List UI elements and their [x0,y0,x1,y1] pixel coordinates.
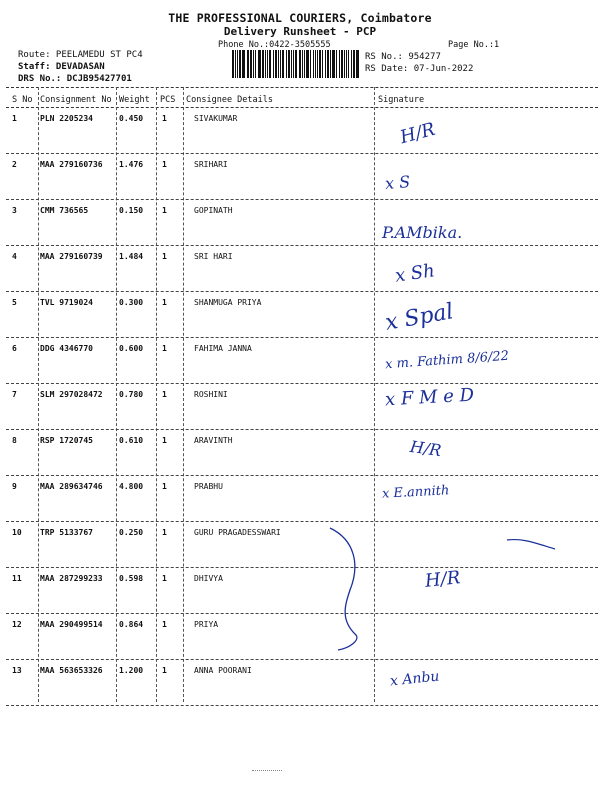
col-header-consignee: Consignee Details [186,95,273,105]
row-divider [6,383,598,384]
row-signature: x F M e D [384,384,475,411]
row-divider [6,337,598,338]
barcode-bar [269,50,271,78]
row-weight: 0.600 [119,344,144,353]
barcode-bar [291,50,292,78]
row-consignee: PRABHU [194,482,223,491]
row-pcs: 1 [162,482,167,491]
scan-smudge [252,770,282,779]
row-sno: 13 [12,666,22,675]
row-pcs: 1 [162,252,167,261]
row-signature: x Anbu [389,668,441,690]
col-divider [38,87,39,702]
row-divider [6,429,598,430]
phone-number: Phone No.:0422-3505555 [218,40,331,50]
handwritten-dash [505,535,565,555]
row-sno: 3 [12,206,17,215]
route-label: Route: PEELAMEDU ST PC4 [18,50,143,60]
row-divider [6,153,598,154]
row-sno: 2 [12,160,17,169]
row-pcs: 1 [162,390,167,399]
row-weight: 0.610 [119,436,144,445]
row-consignee: ARAVINTH [194,436,233,445]
row-divider [6,521,598,522]
row-consignment-no: MAA 279160739 [40,252,103,261]
row-weight: 0.150 [119,206,144,215]
row-consignee: GOPINATH [194,206,233,215]
table-header-divider [6,107,598,108]
barcode-bar [304,50,305,78]
row-weight: 0.598 [119,574,144,583]
row-consignee: ANNA POORANI [194,666,252,675]
barcode-bar [250,50,252,78]
row-divider [6,199,598,200]
row-consignment-no: CMM 736565 [40,206,89,215]
row-sno: 9 [12,482,17,491]
row-divider [6,659,598,660]
row-pcs: 1 [162,344,167,353]
row-signature: x m. Fathim 8/6/22 [384,348,510,373]
row-signature: H/R [423,567,462,592]
barcode-bar [302,50,303,78]
row-weight: 0.300 [119,298,144,307]
col-divider [183,87,184,702]
row-signature: x Spal [383,299,456,336]
barcode-bar [278,50,279,78]
barcode-bar [247,50,248,78]
col-header-signature: Signature [378,95,425,105]
row-pcs: 1 [162,574,167,583]
barcode-bar [330,50,331,78]
row-sno: 7 [12,390,17,399]
row-consignee: DHIVYA [194,574,223,583]
row-signature: x S [384,171,411,194]
row-consignment-no: MAA 279160736 [40,160,103,169]
row-sno: 11 [12,574,22,583]
col-header-weight: Weight [119,95,150,105]
barcode-bar [322,50,323,78]
row-pcs: 1 [162,206,167,215]
row-consignment-no: SLM 297028472 [40,390,103,399]
row-signature: x E.annith [381,483,450,502]
runsheet-subtitle: Delivery Runsheet - PCP [223,25,377,38]
barcode-bar [325,50,326,78]
row-consignee: SRIHARI [194,160,228,169]
row-divider [6,705,598,706]
row-weight: 1.476 [119,160,144,169]
col-divider [116,87,117,702]
row-sno: 10 [12,528,22,537]
row-sno: 1 [12,114,17,123]
row-consignee: SHANMUGA PRIYA [194,298,262,307]
row-sno: 4 [12,252,17,261]
row-consignment-no: MAA 563653326 [40,666,103,675]
barcode-bar [280,50,281,78]
col-header-sno: S No [12,95,33,105]
row-sno: 8 [12,436,17,445]
col-divider [156,87,157,702]
barcode-bar [235,50,236,78]
barcode-bar [237,50,238,78]
row-sno: 6 [12,344,17,353]
row-sno: 12 [12,620,22,629]
row-signature: H/R [397,118,438,149]
barcode-bar [286,50,287,78]
barcode-bar [232,50,234,78]
row-consignment-no: MAA 287299233 [40,574,103,583]
barcode-bar [351,50,352,78]
barcode-bar [353,50,355,78]
barcode-bar [310,50,311,78]
row-weight: 0.780 [119,390,144,399]
row-divider [6,291,598,292]
barcode-bar [356,50,359,78]
row-weight: 4.800 [119,482,144,491]
row-consignment-no: TRP 5133767 [40,528,93,537]
barcode-bar [258,50,261,78]
row-weight: 0.450 [119,114,144,123]
row-weight: 1.484 [119,252,144,261]
row-consignment-no: MAA 290499514 [40,620,103,629]
staff-label: Staff: DEVADASAN [18,62,105,72]
barcode-bar [348,50,350,78]
barcode-bar [293,50,294,78]
row-pcs: 1 [162,528,167,537]
row-consignment-no: DDG 4346770 [40,344,93,353]
barcode-bar [248,50,249,78]
row-consignment-no: MAA 289634746 [40,482,103,491]
company-title: THE PROFESSIONAL COURIERS, Coimbatore [168,11,432,25]
barcode-bar [306,50,309,78]
barcode-bar [253,50,254,78]
table-top-divider [6,87,598,88]
rs-number: RS No.: 954277 [365,52,441,62]
row-weight: 0.864 [119,620,144,629]
barcode-bar [319,50,321,78]
row-signature: H/R [408,436,443,461]
row-weight: 1.200 [119,666,144,675]
row-signature: P.AMbika. [382,223,463,242]
row-pcs: 1 [162,620,167,629]
barcode-bar [339,50,340,78]
barcode-bar [336,50,337,78]
barcode-bar [288,50,290,78]
row-divider [6,567,598,568]
row-divider [6,613,598,614]
barcode-bar [327,50,329,78]
row-pcs: 1 [162,160,167,169]
barcode-bar [275,50,277,78]
barcode-bar [265,50,266,78]
barcode-bar [313,50,314,78]
barcode-bar [344,50,345,78]
row-consignment-no: RSP 1720745 [40,436,93,445]
rs-date: RS Date: 07-Jun-2022 [365,64,474,74]
row-divider [6,475,598,476]
row-consignee: ROSHINI [194,390,228,399]
barcode-bar [299,50,301,78]
row-divider [6,245,598,246]
barcode-bar [239,50,241,78]
row-consignee: SIVAKUMAR [194,114,238,123]
row-consignee: FAHIMA JANNA [194,344,252,353]
barcode-image [232,50,360,78]
barcode-bar [267,50,268,78]
row-consignment-no: PLN 2205234 [40,114,93,123]
barcode-bar [255,50,256,78]
barcode-bar [262,50,264,78]
row-consignee: PRIYA [194,620,219,629]
barcode-bar [273,50,274,78]
row-sno: 5 [12,298,17,307]
barcode-bar [317,50,318,78]
row-pcs: 1 [162,298,167,307]
barcode-bar [282,50,285,78]
row-consignee: GURU PRAGADESSWARI [194,528,281,537]
barcode-bar [242,50,245,78]
barcode-bar [332,50,335,78]
col-header-consignment: Consignment No [40,95,112,105]
handwritten-scrawl [320,520,380,660]
barcode-bar [346,50,347,78]
row-consignee: SRI HARI [194,252,233,261]
row-weight: 0.250 [119,528,144,537]
barcode-bar [315,50,317,78]
row-pcs: 1 [162,114,167,123]
col-header-pcs: PCS [160,95,176,105]
row-pcs: 1 [162,436,167,445]
row-pcs: 1 [162,666,167,675]
row-consignment-no: TVL 9719024 [40,298,93,307]
barcode-bar [341,50,343,78]
barcode-bar [295,50,297,78]
row-signature: x Sh [393,260,437,287]
drs-number: DRS No.: DCJB95427701 [18,74,132,84]
page-number: Page No.:1 [448,40,500,50]
